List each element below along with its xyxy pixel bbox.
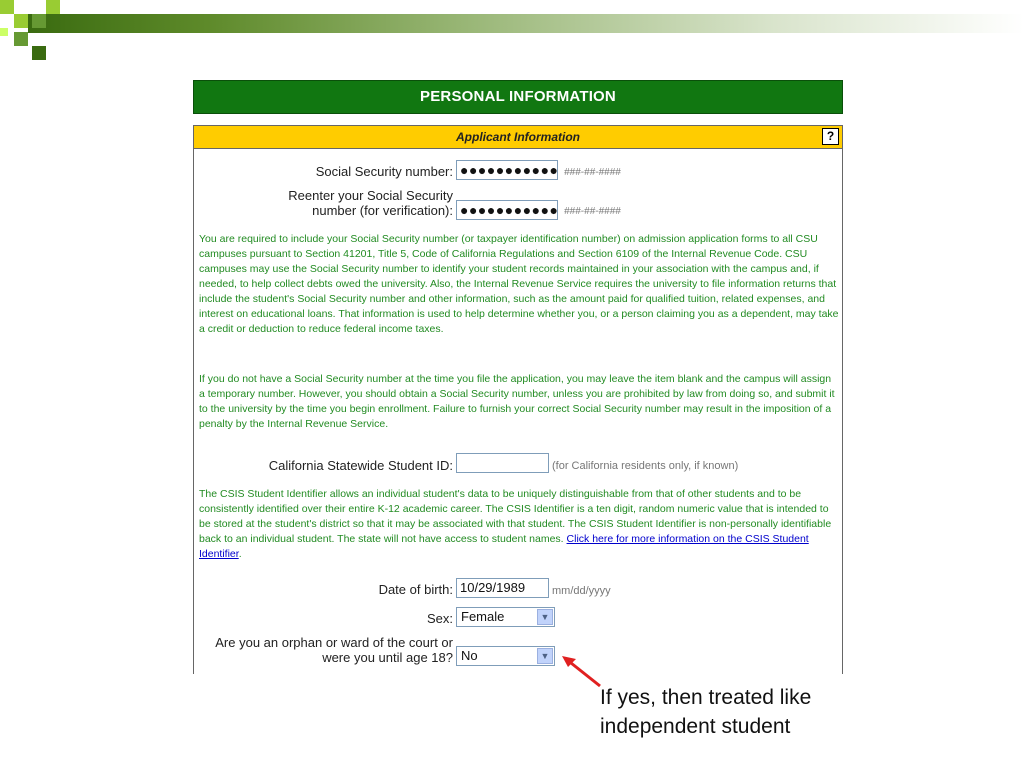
- page-title: PERSONAL INFORMATION: [193, 80, 843, 114]
- orphan-label-line1: Are you an orphan or ward of the court or: [215, 635, 453, 650]
- orphan-select[interactable]: [456, 646, 555, 666]
- dob-format-hint: mm/dd/yyyy: [552, 585, 611, 597]
- ssn-reenter-label-line1: Reenter your Social Security: [288, 188, 453, 203]
- orphan-select-value: No: [461, 648, 478, 663]
- dob-input[interactable]: 10/29/1989: [456, 578, 549, 598]
- ssn-label: Social Security number:: [315, 164, 453, 179]
- decor-square: [32, 46, 46, 60]
- panel-title: [194, 126, 842, 149]
- top-gradient-bar: [28, 14, 1024, 33]
- orphan-label-line2: were you until age 18?: [322, 650, 453, 665]
- decor-square: [46, 0, 60, 14]
- annotation-note: [600, 683, 811, 741]
- ssn-reenter-label: [194, 188, 453, 218]
- decor-square: [0, 28, 8, 36]
- csis-info-link[interactable]: Click here for more information on the CSIS Student Identifier: [199, 533, 809, 560]
- csis-notice-paragraph: [199, 487, 839, 562]
- annotation-line2: independent student: [600, 715, 791, 738]
- decor-square: [0, 0, 14, 14]
- ssn-no-number-paragraph: If you do not have a Social Security number at the time you file the application, you may leave the item blank and the campus will assign a temporary number. However, you should obtain a Social Security number, unless you are prohibited by law from doing so, and submit it to the university by the time you begin enrollment. Failure to furnish your correct Social Security number may result in the imposition of a penalty by the Internal Revenue Service.: [199, 373, 835, 430]
- applicant-information-panel: [193, 125, 843, 674]
- sex-select-value: Female: [461, 609, 505, 624]
- decor-square: [14, 14, 28, 28]
- personal-information-form: [193, 80, 843, 674]
- panel-title-text: Applicant Information: [456, 130, 580, 144]
- decor-square: [32, 14, 46, 28]
- sex-label: Sex:: [426, 611, 453, 626]
- ssn-format-hint: ###-##-####: [564, 167, 621, 178]
- ssn-input[interactable]: ●●●●●●●●●●●: [456, 160, 558, 180]
- csis-input[interactable]: [456, 453, 549, 473]
- csis-notice-text: The CSIS Student Identifier allows an individual student's data to be uniquely distinguishable from that of other students and to be consistently identified over their entire K-12 academic career. The CSIS Identifier is a ten digit, random numeric value that is intended to be stored at the student's district so that it may be associated with that student. The CSIS Student Identifier is non-personally identifiable back to an individual student. The state will not have access to student names.: [199, 488, 832, 545]
- dob-label: Date of birth:: [378, 582, 453, 597]
- chevron-down-icon[interactable]: ▼: [537, 609, 553, 625]
- decor-square: [14, 32, 28, 46]
- annotation-line1: If yes, then treated like: [600, 686, 812, 709]
- csis-notice-end: .: [238, 548, 242, 560]
- csis-hint: (for California residents only, if known): [552, 460, 739, 472]
- sex-select[interactable]: [456, 607, 555, 627]
- csis-label: California Statewide Student ID:: [268, 458, 453, 473]
- help-button[interactable]: ?: [822, 128, 839, 145]
- ssn-notice-paragraph: You are required to include your Social Security number (or taxpayer identification number) on admission application forms to all CSU campuses pursuant to Section 41201, Title 5, Code of California Regulations and Section 6109 of the Internal Revenue Code. CSU campuses may use the Social Security number to identify your student records maintained in your association with the campus and, if needed, to help collect debts owed the university. Also, the Internal Revenue Service requires the university to file information returns that include the student's Social Security number and other information, such as the amount paid for qualified tuition, related expenses, and interest on educational loans. That information is used to help determine whether you, or a person claiming you as a dependent, may take a credit or deduction to reduce federal income taxes.: [199, 233, 839, 335]
- ssn-reenter-label-line2: number (for verification):: [312, 203, 453, 218]
- orphan-label: [194, 635, 453, 665]
- ssn-reenter-format-hint: ###-##-####: [564, 206, 621, 217]
- ssn-reenter-input[interactable]: ●●●●●●●●●●●: [456, 200, 558, 220]
- chevron-down-icon[interactable]: ▼: [537, 648, 553, 664]
